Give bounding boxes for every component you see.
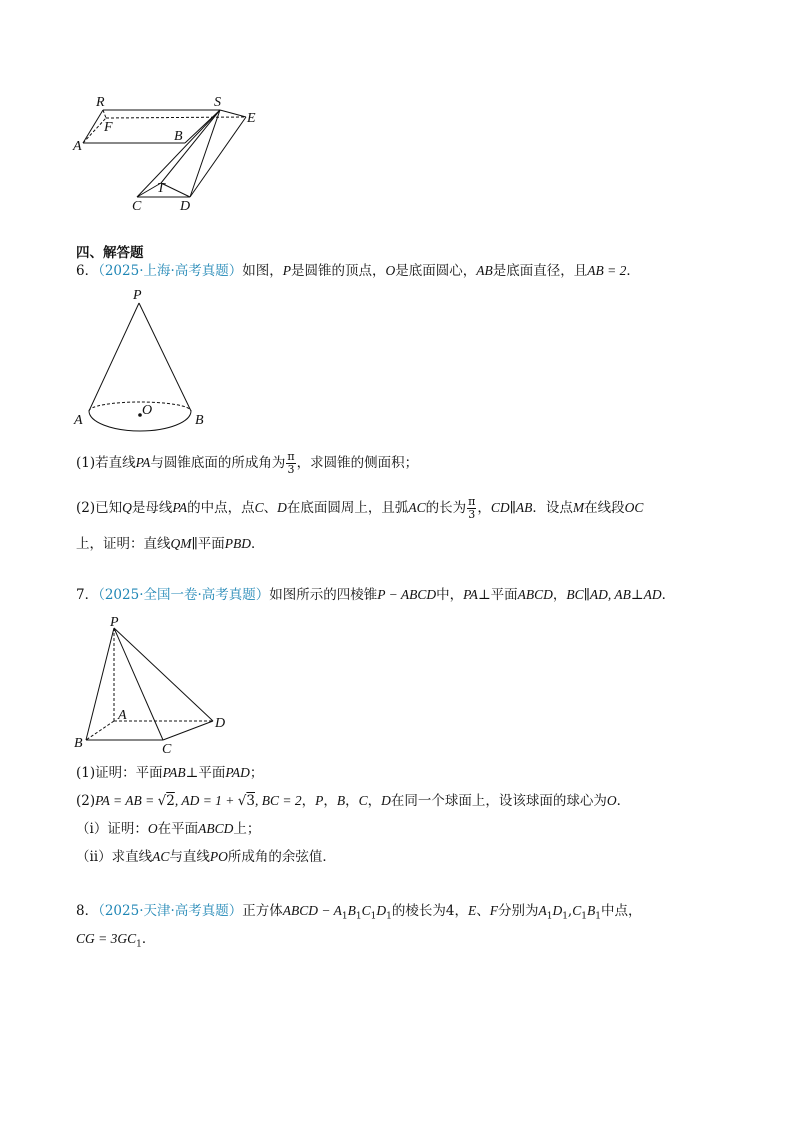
q7-stem: 7．（2025·全国一卷·高考真题）如图所示的四棱锥P − ABCD中，PA⊥平面ABCD，BC∥AD, AB⊥AD． [76, 587, 676, 603]
fraction-pi-over-3: $\frac{\pi}{3}$ [287, 450, 295, 476]
cone-label-O: O [142, 403, 153, 418]
pyr-edge-CD [163, 721, 213, 740]
section-title: 四、解答题 [76, 245, 144, 261]
q8-source: （2025·天津·高考真题） [98, 903, 243, 919]
pyr-label-A: A [118, 708, 127, 723]
label-T: T [157, 181, 165, 196]
q6-source: （2025·上海·高考真题） [98, 263, 243, 279]
pyr-label-C: C [162, 742, 172, 757]
label-S: S [214, 95, 221, 110]
label-C: C [132, 199, 142, 214]
label-F: F [104, 120, 113, 135]
q6-stem: 6．（2025·上海·高考真题）如图，P是圆锥的顶点，O是底面圆心，AB是底面直径，且AB = 2． [76, 263, 640, 279]
cone-label-P: P [133, 288, 142, 303]
label-B: B [174, 129, 183, 144]
pyr-label-B: B [74, 736, 83, 751]
pyr-label-P: P [110, 615, 119, 630]
q7-part1: (1)证明：平面PAB⊥平面PAD； [76, 765, 264, 781]
q6-number: 6． [76, 263, 99, 279]
q8-stem: 8．（2025·天津·高考真题）正方体ABCD − $A_1B_1C_1D_1$的棱长为4，E、F分别为$A_1D_1,C_1B_1$中点， [76, 903, 642, 922]
label-A: A [73, 139, 82, 154]
pyr-edge-PD [114, 628, 213, 721]
pyr-label-D: D [215, 716, 226, 731]
q7-part2: (2)PA = AB = √2, AD = 1 + √3, BC = 2，P，B，C，D在同一个球面上，设该球面的球心为O． [76, 793, 631, 809]
label-R: R [96, 95, 105, 110]
q7-sub1: （i）证明：O在平面ABCD上； [76, 821, 261, 837]
cone-label-A: A [74, 413, 83, 428]
q8-condition: CG = $3GC_1$． [76, 931, 156, 950]
label-D: D [180, 199, 191, 214]
fraction-pi-over-3-b: $\frac{\pi}{3}$ [468, 495, 476, 521]
cone-label-B: B [195, 413, 204, 428]
q6-part1: (1)若直线PA与圆锥底面的所成角为 $\frac{\pi}{3}$ ，求圆锥的侧面积； [76, 450, 419, 476]
q6-part2-line1: (2)已知Q是母线PA的中点，点C、D在底面圆周上，且弧AC的长为 $\frac{\pi}{3}$ ，CD∥AB．设点M在线段OC [76, 495, 644, 521]
label-E: E [247, 111, 256, 126]
q7-sub2: （ⅱ）求直线AC与直线PO所成角的余弦值． [76, 849, 336, 865]
q7-source: （2025·全国一卷·高考真题） [98, 587, 270, 603]
q8-number: 8． [76, 903, 99, 919]
q6-part2-line2: 上，证明：直线QM∥平面PBD． [76, 536, 265, 552]
pyr-edge-PB [86, 628, 114, 740]
q7-number: 7． [76, 587, 99, 603]
pyr-edge-PC [114, 628, 163, 740]
